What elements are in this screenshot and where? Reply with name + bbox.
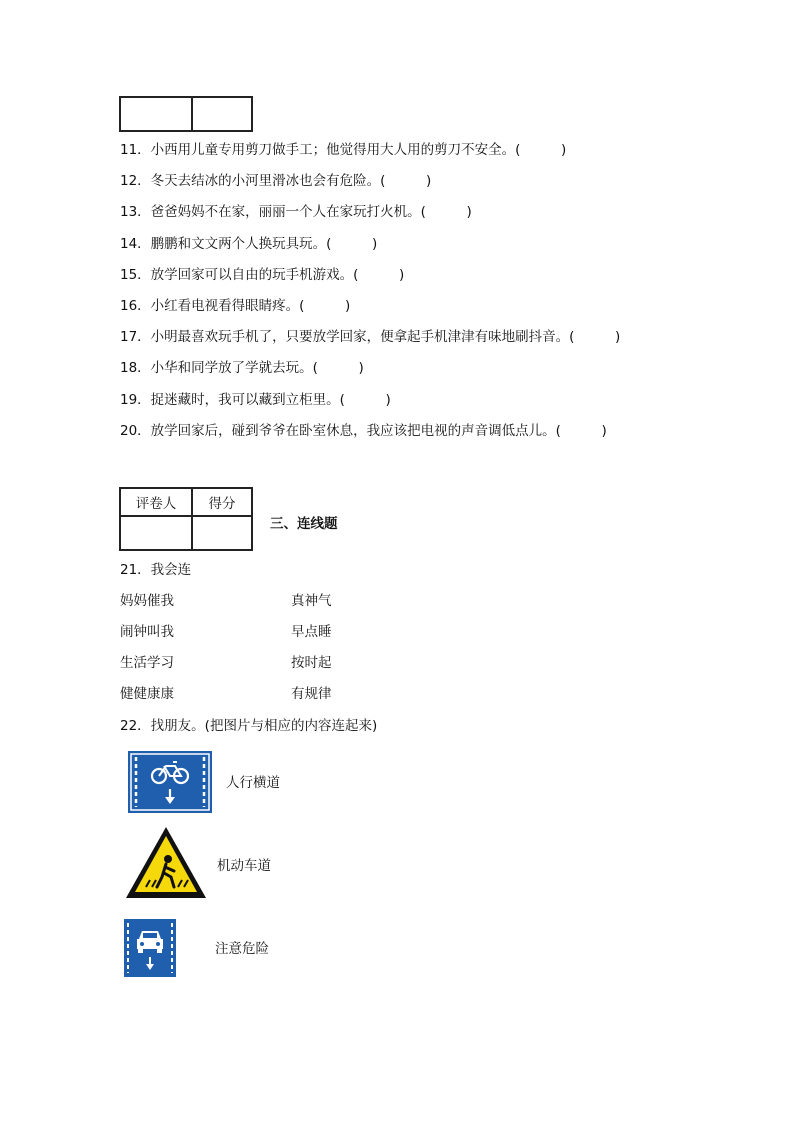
sign-label-motor-lane: 机动车道 <box>217 858 271 874</box>
pedestrian-crossing-warning-icon <box>124 825 208 901</box>
score-table-score-cell[interactable] <box>192 516 252 550</box>
q21-title: 21．我会连 <box>120 562 192 578</box>
question-14: 14．鹏鹏和文文两个人换玩具玩。( ) <box>120 236 378 252</box>
sign-label-crosswalk: 人行横道 <box>226 775 280 791</box>
q21-left-item: 生活学习 <box>120 655 174 671</box>
top-grid-cell-2 <box>192 97 252 131</box>
motor-vehicle-lane-icon <box>124 919 176 977</box>
question-20: 20．放学回家后，碰到爷爷在卧室休息，我应该把电视的声音调低点儿。( ) <box>120 423 607 439</box>
question-19: 19．捉迷藏时，我可以藏到立柜里。( ) <box>120 392 391 408</box>
sign-label-danger: 注意危险 <box>215 941 269 957</box>
question-13: 13．爸爸妈妈不在家，丽丽一个人在家玩打火机。( ) <box>120 204 472 220</box>
q21-right-item: 有规律 <box>291 686 332 702</box>
question-15: 15．放学回家可以自由的玩手机游戏。( ) <box>120 267 405 283</box>
top-blank-grid <box>119 96 253 132</box>
question-17: 17．小明最喜欢玩手机了，只要放学回家，便拿起手机津津有味地刷抖音。( ) <box>120 329 621 345</box>
question-16: 16．小红看电视看得眼睛疼。( ) <box>120 298 351 314</box>
q21-right-item: 真神气 <box>291 593 332 609</box>
score-table <box>119 487 253 551</box>
q21-right-item: 按时起 <box>291 655 332 671</box>
score-table-reviewer-header: 评卷人 <box>120 488 192 516</box>
q21-left-item: 健健康康 <box>120 686 174 702</box>
q21-left-item: 妈妈催我 <box>120 593 174 609</box>
q22-title: 22．找朋友。(把图片与相应的内容连起来) <box>120 718 378 734</box>
question-11: 11．小西用儿童专用剪刀做手工；他觉得用大人用的剪刀不安全。( ) <box>120 142 567 158</box>
question-12: 12．冬天去结冰的小河里滑冰也会有危险。( ) <box>120 173 432 189</box>
question-18: 18．小华和同学放了学就去玩。( ) <box>120 360 364 376</box>
top-grid-cell-1 <box>120 97 192 131</box>
score-table-reviewer-cell[interactable] <box>120 516 192 550</box>
q21-left-item: 闹钟叫我 <box>120 624 174 640</box>
bicycle-lane-icon <box>128 751 212 813</box>
section-title: 三、连线题 <box>270 516 338 532</box>
score-table-score-header: 得分 <box>192 488 252 516</box>
q21-right-item: 早点睡 <box>291 624 332 640</box>
